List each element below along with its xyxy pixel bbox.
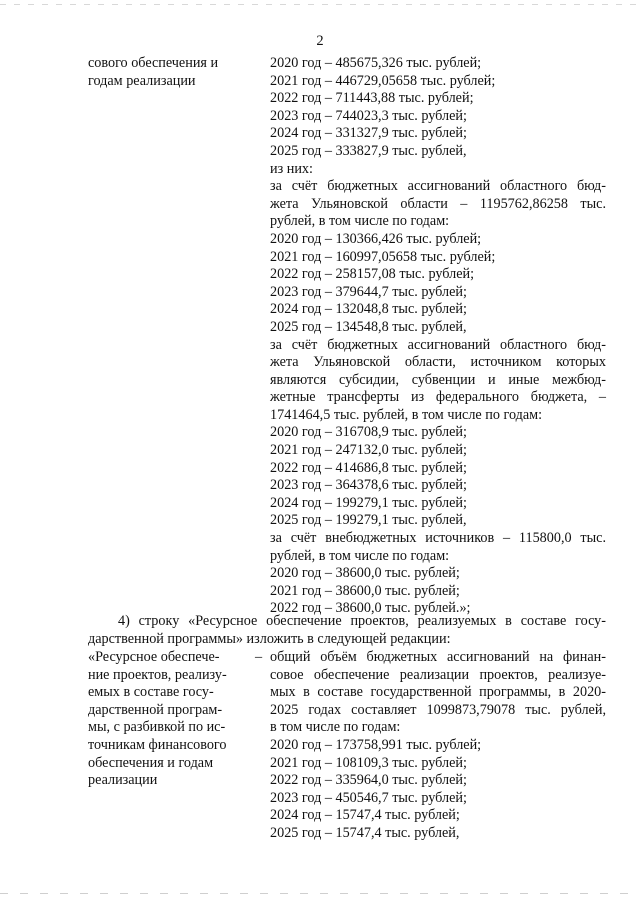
funding-line: 2025 год – 333827,9 тыс. рублей, (270, 142, 467, 159)
funding-line: 2021 год – 108109,3 тыс. рублей; (270, 754, 467, 771)
left-text-line: ние проектов, реализу- (88, 666, 227, 683)
funding-line: мых в составе государственной программы, в 2020- (270, 684, 606, 701)
left-text-line: годам реализации (88, 72, 196, 89)
funding-line: за счёт бюджетных ассигнований областного бюд- (270, 336, 606, 353)
left-text-line: сового обеспечения и (88, 55, 219, 71)
bottom-left-column (88, 649, 263, 790)
top-left-column (88, 55, 260, 90)
funding-line: за счёт бюджетных ассигнований областного бюд- (270, 178, 606, 195)
funding-line: 2020 год – 485675,326 тыс. рублей; (270, 55, 482, 71)
funding-line: 2022 год – 414686,8 тыс. рублей; (270, 459, 467, 476)
bottom-right-column (270, 649, 606, 843)
funding-line: 2023 год – 744023,3 тыс. рублей; (270, 107, 467, 124)
left-text-line: обеспечения и годам (88, 754, 214, 771)
funding-line: 2021 год – 446729,05658 тыс. рублей; (270, 72, 496, 89)
funding-line: в том числе по годам: (270, 719, 401, 736)
scan-artifact-bottom (0, 893, 640, 894)
funding-line: рублей, в том числе по годам: (270, 213, 450, 230)
funding-line: из них: (270, 160, 313, 177)
left-text-line: емых в составе госу- (88, 684, 214, 701)
page-number: 2 (316, 33, 324, 49)
dash-separator: – (255, 649, 263, 665)
funding-line: 2020 год – 38600,0 тыс. рублей; (270, 565, 460, 582)
scan-artifact-top (0, 4, 640, 5)
left-text-line: мы, с разбивкой по ис- (88, 719, 226, 736)
funding-line: 2022 год – 335964,0 тыс. рублей; (270, 772, 467, 789)
left-text-line: «Ресурсное обеспече- (88, 649, 220, 665)
funding-line: 2023 год – 379644,7 тыс. рублей; (270, 283, 467, 300)
funding-line: 2022 год – 38600,0 тыс. рублей.»; (270, 600, 471, 617)
funding-line: рублей, в том числе по годам: (270, 547, 450, 564)
amendment-paragraph (88, 613, 606, 648)
funding-line: 1741464,5 тыс. рублей, в том числе по годам: (270, 406, 543, 423)
left-text-line: реализации (88, 772, 158, 789)
funding-line: 2022 год – 258157,08 тыс. рублей; (270, 266, 475, 283)
funding-line: являются субсидии, субвенции и иные межбюд- (270, 371, 606, 388)
funding-line: 2025 год – 15747,4 тыс. рублей, (270, 824, 460, 841)
top-right-column (270, 55, 606, 618)
paragraph-line: 4) строку «Ресурсное обеспечение проектов, реализуемых в составе госу- (118, 613, 606, 629)
funding-line: 2021 год – 160997,05658 тыс. рублей; (270, 248, 496, 265)
funding-line: жета Ульяновской области, источником которых (270, 354, 606, 371)
funding-line: совое обеспечение реализации проектов, реализуе- (270, 666, 606, 683)
funding-line: общий объём бюджетных ассигнований на финан- (270, 649, 606, 665)
funding-line: 2024 год – 132048,8 тыс. рублей; (270, 301, 467, 318)
left-text-line: дарственной програм- (88, 701, 223, 718)
paragraph-line: дарственной программы» изложить в следующей редакции: (88, 630, 451, 647)
funding-line: 2024 год – 331327,9 тыс. рублей; (270, 125, 467, 142)
funding-line: 2024 год – 15747,4 тыс. рублей; (270, 807, 460, 824)
funding-line: 2021 год – 38600,0 тыс. рублей; (270, 582, 460, 599)
funding-line: 2020 год – 130366,426 тыс. рублей; (270, 230, 482, 247)
funding-line: 2023 год – 364378,6 тыс. рублей; (270, 477, 467, 494)
funding-line: жетные трансферты из федерального бюджета, – (270, 389, 606, 406)
funding-line: 2023 год – 450546,7 тыс. рублей; (270, 789, 467, 806)
funding-line: 2025 годах составляет 1099873,79078 тыс. рублей, (270, 701, 606, 718)
left-text-line: точникам финансового (88, 736, 227, 753)
funding-line: за счёт внебюджетных источников – 115800,0 тыс. (270, 530, 606, 547)
funding-line: 2020 год – 316708,9 тыс. рублей; (270, 424, 467, 441)
funding-line: 2024 год – 199279,1 тыс. рублей; (270, 494, 467, 511)
funding-line: 2021 год – 247132,0 тыс. рублей; (270, 442, 467, 459)
funding-line: 2025 год – 134548,8 тыс. рублей, (270, 318, 467, 335)
funding-line: 2022 год – 711443,88 тыс. рублей; (270, 90, 474, 107)
funding-line: жета Ульяновской области – 1195762,86258 тыс. (270, 195, 606, 212)
funding-line: 2020 год – 173758,991 тыс. рублей; (270, 736, 482, 753)
funding-line: 2025 год – 199279,1 тыс. рублей, (270, 512, 467, 529)
